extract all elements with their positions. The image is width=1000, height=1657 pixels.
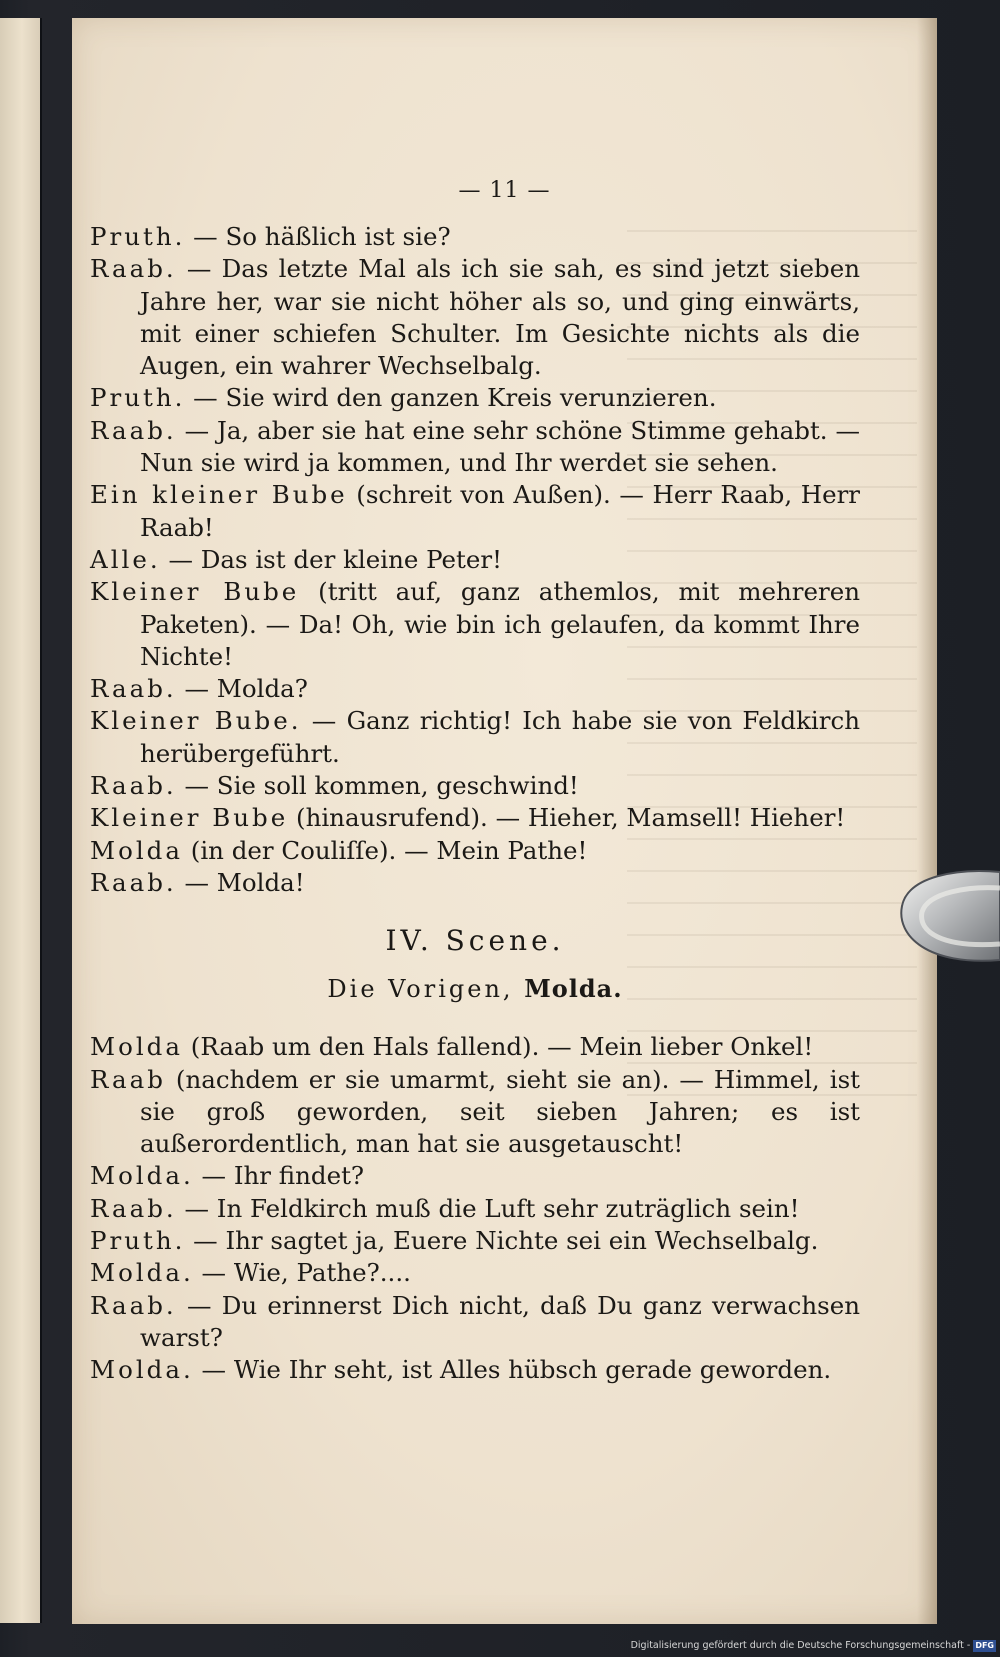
speaker-name: Raab.: [90, 254, 177, 284]
line-text: — Ganz richtig! Ich habe sie von Feldkirch herübergeführt.: [140, 706, 860, 768]
facing-page-edge: [0, 18, 42, 1623]
speaker-name: Pruth.: [90, 222, 186, 251]
speaker-name: Molda.: [90, 1161, 194, 1191]
line-text: (in der Couliſſe). — Mein Pathe!: [182, 835, 588, 865]
line-text: — Du erinnerst Dich nicht, daß Du ganz verwachsen warst?: [140, 1290, 860, 1352]
line-text: — Sie soll kommen, geschwind!: [176, 771, 579, 801]
dialogue-line: [90, 1160, 860, 1192]
dialogue-line: [90, 1064, 860, 1161]
speaker-name: Kleiner Bube: [90, 577, 300, 607]
line-text: — Ja, aber sie hat eine sehr schöne Stimme gehabt. — Nun sie wird ja kommen, und Ihr werdet sie sehen.: [140, 415, 860, 478]
dialogue-line: [90, 544, 860, 576]
line-text: — Molda?: [176, 674, 308, 704]
dfg-logo: DFG: [975, 1641, 994, 1650]
speaker-name: Pruth.: [90, 1226, 186, 1256]
line-text: — Sie wird den ganzen Kreis verunzieren.: [185, 383, 717, 413]
speaker-name: Pruth.: [90, 383, 186, 413]
dialogue-line: [90, 382, 860, 414]
dialogue-line: [90, 253, 860, 382]
speaker-name: Raab.: [90, 771, 177, 801]
line-text: — In Feldkirch muß die Luft sehr zuträglich sein!: [176, 1193, 800, 1223]
digitization-credit: [606, 1638, 996, 1654]
line-text: — So häßlich ist sie?: [185, 222, 451, 251]
speaker-name: Molda: [90, 1032, 183, 1062]
line-text: — Molda!: [176, 867, 305, 897]
scene-heading: IV. Scene.: [385, 924, 565, 958]
book-page: [72, 18, 937, 1624]
dialogue-line: [90, 673, 860, 705]
line-text: (schreit von Außen). — Herr Raab, Herr Raab!: [140, 480, 860, 542]
line-text: (Raab um den Hals fallend). — Mein lieber Onkel!: [182, 1032, 814, 1062]
dialogue-line: [90, 1225, 860, 1257]
speaker-name: Kleiner Bube: [90, 803, 289, 833]
dialogue-line: [90, 705, 860, 770]
dialogue-line: [90, 576, 860, 673]
speaker-name: Kleiner Bube.: [90, 706, 302, 736]
dialogue-line: [90, 1257, 860, 1289]
speaker-name: Raab.: [90, 415, 177, 445]
line-text: — Das ist der kleine Peter!: [160, 544, 502, 574]
dialogue-line: [90, 1031, 860, 1063]
dialogue-line: [90, 221, 860, 253]
cast-name: Molda.: [524, 974, 623, 1004]
speaker-name: Molda.: [90, 1355, 194, 1385]
scene-cast: [90, 965, 860, 1013]
line-text: — Ihr findet?: [193, 1161, 365, 1191]
dialogue-line: [90, 802, 860, 834]
credit-text: Digitalisierung gefördert durch die Deutsche Forschungsgemeinschaft -: [630, 1640, 971, 1651]
line-text: — Ihr sagtet ja, Euere Nichte sei ein Wechselbalg.: [185, 1226, 819, 1256]
line-text: (nachdem er sie umarmt, sieht sie an). — Himmel, ist sie groß geworden, seit sieben Jahren; es ist außerordentlich, man hat sie ausgetauscht!: [140, 1064, 860, 1159]
speaker-name: Raab.: [90, 674, 177, 704]
speaker-name: Raab.: [90, 1290, 177, 1320]
page-edge-shadow: [917, 18, 937, 1624]
line-text: (hinausrufend). — Hieher, Mamsell! Hieher!: [288, 803, 846, 833]
dialogue-line: [90, 415, 860, 480]
dialogue-line: [90, 479, 860, 544]
dialogue-line: [90, 1193, 860, 1225]
dialogue-line: [90, 1290, 860, 1355]
speaker-name: Raab: [90, 1064, 166, 1094]
line-text: — Wie Ihr seht, ist Alles hübsch gerade geworden.: [193, 1355, 832, 1385]
speaker-name: Molda: [90, 835, 183, 865]
dialogue-line: [90, 1354, 860, 1386]
speaker-name: Raab.: [90, 867, 177, 897]
speaker-name: Molda.: [90, 1258, 194, 1288]
line-text: — Wie, Pathe?....: [193, 1258, 411, 1288]
cast-prefix: Die Vorigen,: [327, 975, 514, 1004]
dialogue-line: [90, 835, 860, 867]
speaker-name: Alle.: [90, 544, 161, 574]
line-text: (tritt auf, ganz athemlos, mit mehreren Paketen). — Da! Oh, wie bin ich gelaufen, da kommt Ihre Nichte!: [140, 577, 860, 671]
section-gap: [90, 1013, 860, 1031]
dialogue-line: [90, 867, 860, 899]
page-clip-icon: [888, 862, 1000, 974]
line-text: — Das letzte Mal als ich sie sah, es sind jetzt sieben Jahre her, war sie nicht höher als so, und ging einwärts, mit einer schiefen Schulter. Im Gesichte nichts als die Augen, ein wahrer Wechselbalg.: [140, 254, 860, 381]
play-text: [90, 221, 860, 1387]
section-gap: [90, 899, 860, 917]
page-number: — 11 —: [458, 178, 551, 203]
dialogue-line: [90, 770, 860, 802]
speaker-name: Ein kleiner Bube: [90, 480, 348, 510]
speaker-name: Raab.: [90, 1193, 177, 1223]
